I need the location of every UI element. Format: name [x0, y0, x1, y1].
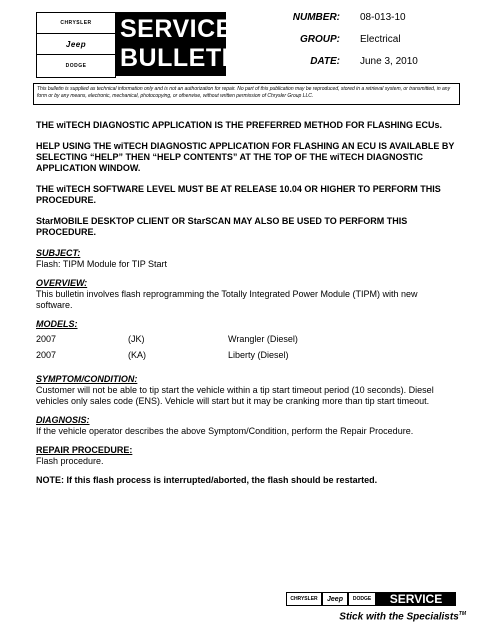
- number-row: [260, 12, 460, 34]
- symptom-text: Customer will not be able to tip start the vehicle within a tip start timeout period (10 seconds). Diesel vehicles only sales code (ENS). Vehicle will start but it may be cranking more than tip start timeout.: [36, 385, 434, 406]
- date-row: [260, 56, 460, 78]
- notice-alternative-tools: StarMOBILE DESKTOP CLIENT OR StarSCAN MAY ALSO BE USED TO PERFORM THIS PROCEDURE.: [36, 216, 408, 237]
- model-year: 2007: [36, 350, 57, 360]
- diagnosis-text: If the vehicle operator describes the above Symptom/Condition, perform the Repair Procedure.: [36, 426, 414, 436]
- subject-heading: SUBJECT:: [36, 248, 81, 258]
- models-heading: MODELS:: [36, 319, 78, 329]
- footer-jeep-logo: Jeep: [322, 592, 348, 606]
- trademark: TM: [458, 611, 466, 617]
- number-value: 08-013-10: [360, 12, 406, 23]
- service-bulletin-title: [116, 12, 248, 76]
- notice-preferred-method: THE wiTECH DIAGNOSTIC APPLICATION IS THE PREFERRED METHOD FOR FLASHING ECUs.: [36, 120, 443, 130]
- model-row: [36, 334, 456, 350]
- note-label: NOTE:: [36, 475, 64, 485]
- chrysler-logo: CHRYSLER: [37, 13, 115, 34]
- overview-text: This bulletin involves flash reprogramming the Totally Integrated Power Module (TIPM) with new software.: [36, 289, 418, 310]
- date-value: June 3, 2010: [360, 56, 418, 67]
- repair-heading: REPAIR PROCEDURE:: [36, 445, 133, 455]
- models-table: [36, 334, 456, 366]
- note: [36, 475, 456, 486]
- group-label: GROUP:: [300, 34, 340, 45]
- footer-dodge-logo: DODGE: [348, 592, 376, 606]
- dodge-logo: DODGE: [65, 62, 87, 69]
- model-code: (KA): [128, 350, 146, 360]
- model-row: [36, 350, 456, 366]
- number-label: NUMBER:: [292, 12, 340, 23]
- group-row: [260, 34, 460, 56]
- disclaimer-box: This bulletin is supplied as technical information only and is not an authorization for repair. No part of this publication may be reproduced, stored in a retrieval system, or transmitted, in any form or by any means, electronic, mechanical, photocopying, or otherwise, without written permission of Chrysler Group LLC.: [33, 83, 460, 105]
- jeep-logo: Jeep: [37, 34, 115, 55]
- model-name: Liberty (Diesel): [228, 350, 289, 360]
- diagnosis-heading: DIAGNOSIS:: [36, 415, 90, 425]
- footer-chrysler-logo: CHRYSLER: [286, 592, 322, 606]
- symptom-heading: SYMPTOM/CONDITION:: [36, 374, 138, 384]
- footer-logos: [286, 592, 456, 606]
- notice-software-level: THE wiTECH SOFTWARE LEVEL MUST BE AT RELEASE 10.04 OR HIGHER TO PERFORM THIS PROCEDURE.: [36, 184, 441, 205]
- notice-help: HELP USING THE wiTECH DIAGNOSTIC APPLICATION FOR FLASHING AN ECU IS AVAILABLE BY SELECTING “HELP” THEN “HELP CONTENTS” AT THE TOP OF THE wiTECH DIAGNOSTIC APPLICATION WINDOW.: [36, 141, 455, 173]
- subject-text: Flash: TIPM Module for TIP Start: [36, 259, 168, 269]
- overview-heading: OVERVIEW:: [36, 278, 88, 288]
- model-year: 2007: [36, 334, 57, 344]
- title-service: SERVICE: [120, 15, 233, 43]
- model-code: (JK): [128, 334, 145, 344]
- group-value: Electrical: [360, 34, 401, 45]
- repair-text: Flash procedure.: [36, 456, 104, 466]
- bulletin-meta: [260, 12, 460, 78]
- bulletin-body: [36, 120, 456, 494]
- title-bulletin: BULLETIN: [120, 44, 248, 72]
- note-text: If this flash process is interrupted/aborted, the flash should be restarted.: [66, 475, 378, 485]
- footer-tagline: [286, 611, 466, 622]
- brand-logos: [36, 12, 116, 78]
- footer-service-badge: SERVICE: [376, 592, 456, 606]
- date-label: DATE:: [310, 56, 340, 67]
- model-name: Wrangler (Diesel): [228, 334, 298, 344]
- tagline-text: Stick with the Specialists: [339, 611, 459, 623]
